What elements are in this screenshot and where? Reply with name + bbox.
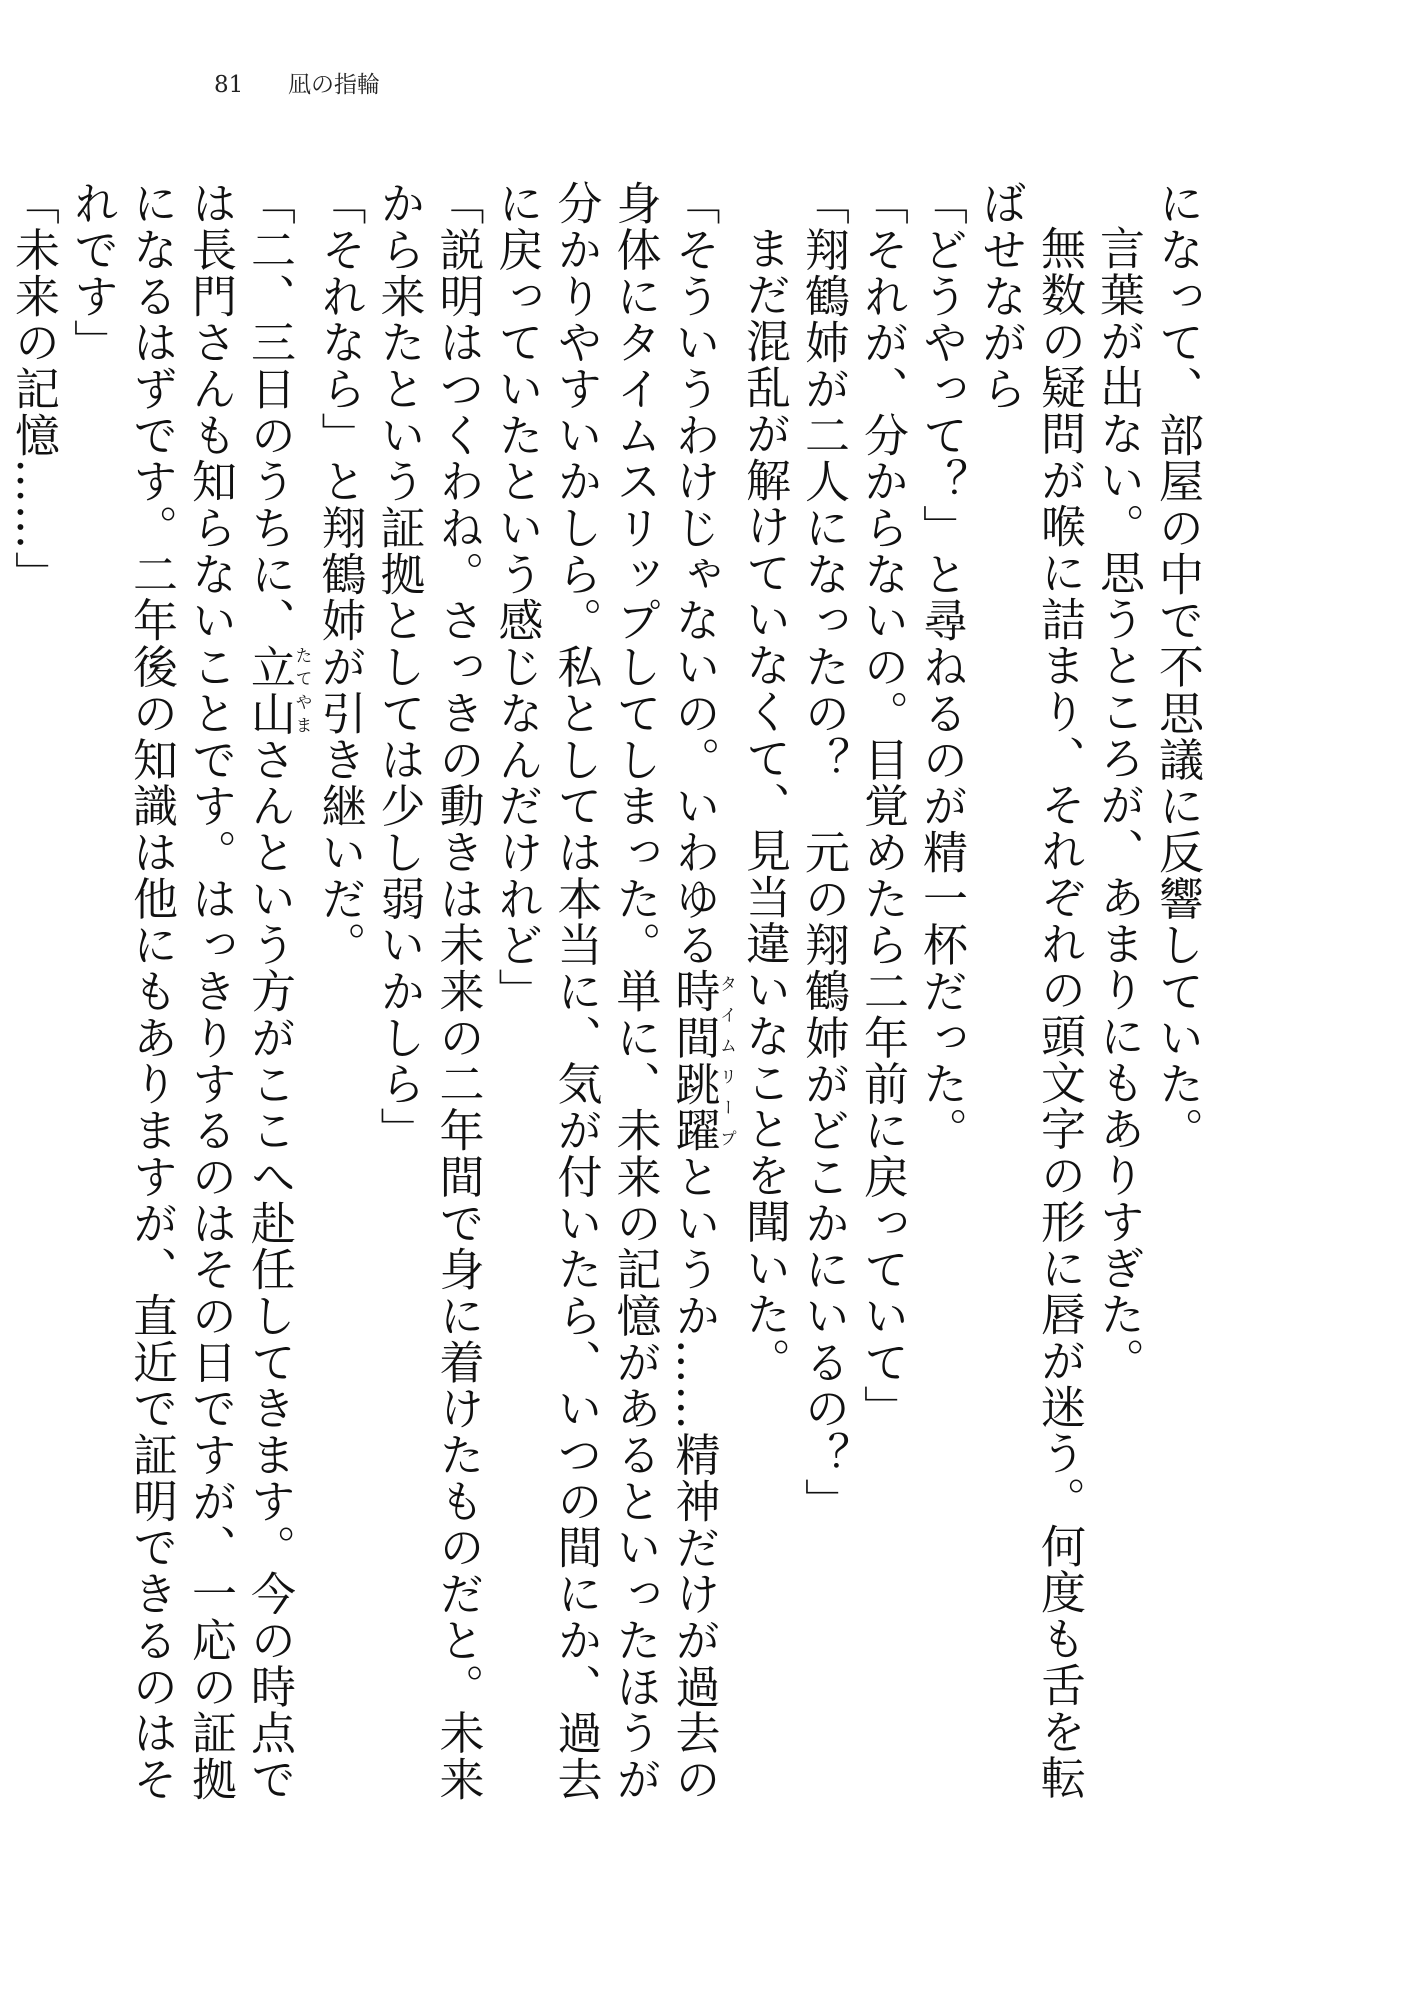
paragraph bbox=[912, 180, 971, 1820]
text-run: 「それが、分からないの。目覚めたら二年前に戻っていて」 bbox=[856, 180, 909, 1432]
text-run: 「未来の記憶……」 bbox=[7, 180, 60, 598]
paragraph bbox=[853, 180, 912, 1820]
text-run: 「説明はつくわね。さっきの動きは未来の二年間で身に着けたものだと。未来から来たという証拠としては少し弱いかしら」 bbox=[372, 180, 485, 1803]
paragraph bbox=[794, 180, 853, 1820]
paragraph bbox=[1089, 180, 1148, 1820]
page-number: 81 bbox=[214, 72, 244, 98]
text-run: 言葉が出ない。思うところが、あまりにもありすぎた。 bbox=[1092, 225, 1145, 1384]
paragraph bbox=[1148, 180, 1207, 1820]
text-run: というか……精神だけが過去の身体にタイムスリップしてしまった。単に、未来の記憶があるといったほうが分かりやすいかしら。私としては本当に、気が付いたら、いつの間にか、過去に戻っていたという感じなんだけれど」 bbox=[490, 180, 721, 1803]
ruby-reading: タイムリープ bbox=[716, 967, 736, 1154]
paragraph bbox=[488, 180, 736, 1820]
text-run: 「どうやって？」と尋ねるのが精一杯だった。 bbox=[915, 180, 968, 1154]
text-run: さんという方がここへ赴任してきます。今の時点では長門さんも知らないことです。はっきりするのはその日ですが、一応の証拠になるはずです。二年後の知識は他にもありますが、直近で証明できるのはそれです」 bbox=[66, 180, 296, 1803]
paragraph bbox=[971, 180, 1089, 1820]
text-run: 「翔鶴姉が二人になったの？ 元の翔鶴姉がどこかにいるの？」 bbox=[797, 180, 850, 1525]
paragraph bbox=[4, 180, 63, 1820]
text-run: 「そういうわけじゃないの。いわゆる bbox=[667, 180, 721, 968]
ruby-word: 時間跳躍タイムリープ bbox=[667, 967, 736, 1154]
chapter-title: 凪の指輪 bbox=[288, 72, 380, 98]
paragraph bbox=[311, 180, 370, 1820]
paragraph bbox=[63, 180, 311, 1820]
ruby-reading: たてやま bbox=[291, 643, 312, 737]
text-run: 無数の疑問が喉に詰まり、それぞれの頭文字の形に唇が迷う。何度も舌を転ばせながら bbox=[974, 180, 1086, 1801]
text-run: まだ混乱が解けていなくて、見当違いなことを聞いた。 bbox=[738, 225, 791, 1384]
text-run: 「それなら」と翔鶴姉が引き継いだ。 bbox=[313, 180, 367, 968]
text-run: になって、部屋の中で不思議に反響していた。 bbox=[1151, 180, 1204, 1154]
paragraph bbox=[370, 180, 488, 1820]
text-run: 「二、三日のうちに、 bbox=[243, 180, 296, 644]
ruby-word: 立山たてやま bbox=[243, 643, 312, 737]
paragraph bbox=[735, 180, 794, 1820]
body-text bbox=[7, 180, 1207, 1820]
running-header bbox=[214, 66, 380, 99]
